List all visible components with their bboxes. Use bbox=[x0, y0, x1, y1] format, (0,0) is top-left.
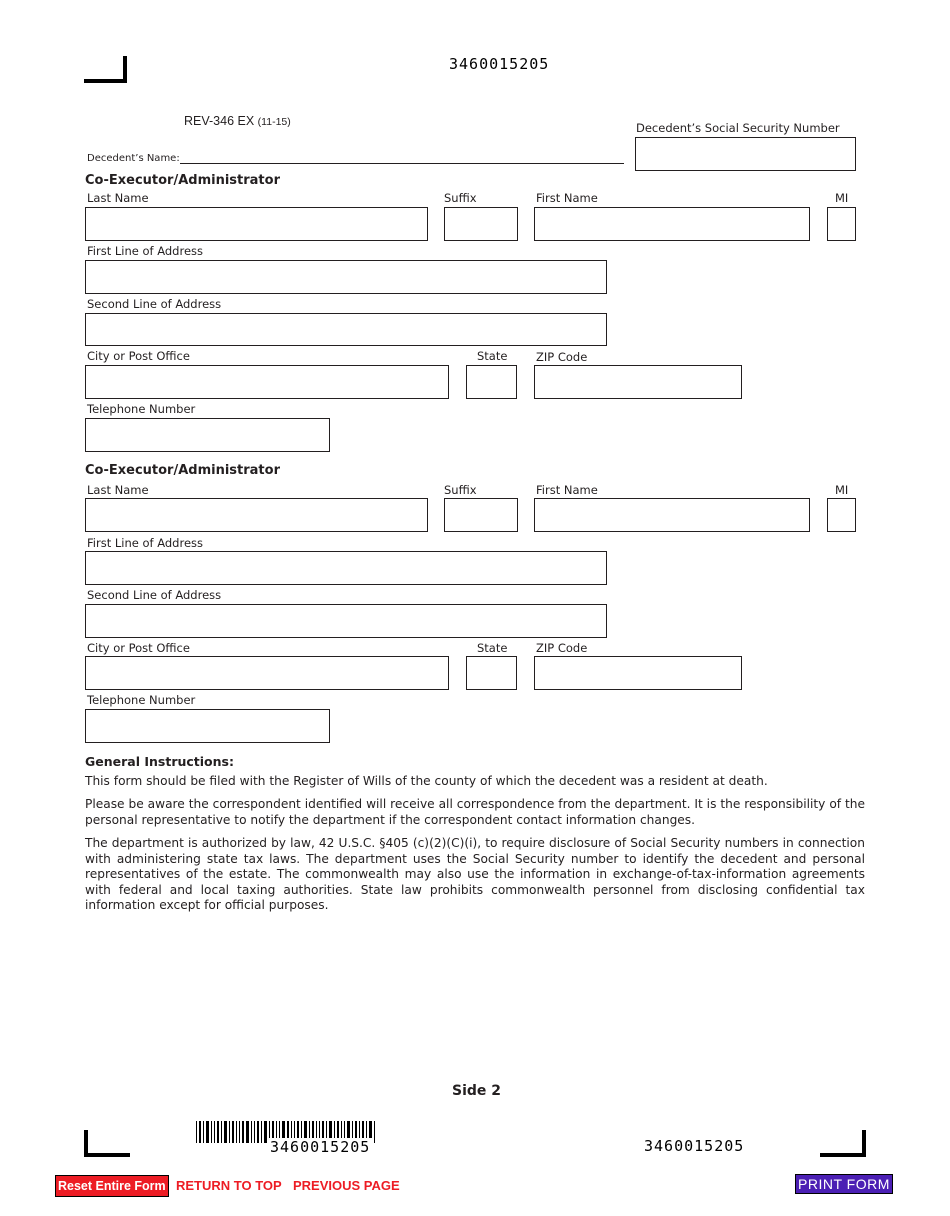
first-name-field-1[interactable] bbox=[534, 207, 810, 241]
label-zip-1: ZIP Code bbox=[536, 350, 588, 364]
form-id-code: REV-346 EX bbox=[184, 114, 255, 128]
registration-mark-bottom-left bbox=[84, 1130, 130, 1157]
address1-field-1[interactable] bbox=[85, 260, 607, 294]
registration-mark-top-left bbox=[84, 56, 127, 83]
decedent-name-label: Decedent’s Name: bbox=[87, 153, 180, 164]
label-city-1: City or Post Office bbox=[87, 349, 190, 363]
suffix-field-2[interactable] bbox=[444, 498, 518, 532]
state-field-1[interactable] bbox=[466, 365, 517, 399]
label-zip-2: ZIP Code bbox=[536, 641, 588, 655]
zip-field-2[interactable] bbox=[534, 656, 742, 690]
label-phone-1: Telephone Number bbox=[87, 402, 196, 416]
label-address1-2: First Line of Address bbox=[87, 536, 204, 550]
zip-field-1[interactable] bbox=[534, 365, 742, 399]
return-to-top-link[interactable]: RETURN TO TOP bbox=[176, 1178, 282, 1193]
label-address2-2: Second Line of Address bbox=[87, 588, 222, 602]
state-field-2[interactable] bbox=[466, 656, 517, 690]
label-mi-2: MI bbox=[835, 483, 849, 497]
form-id bbox=[184, 114, 291, 128]
barcode-number: 3460015205 bbox=[270, 1138, 371, 1156]
document-number-top: 3460015205 bbox=[449, 55, 550, 73]
suffix-field-1[interactable] bbox=[444, 207, 518, 241]
last-name-field-1[interactable] bbox=[85, 207, 428, 241]
registration-mark-bottom-right bbox=[820, 1130, 866, 1157]
label-first-name-2: First Name bbox=[536, 483, 598, 497]
label-suffix-2: Suffix bbox=[444, 483, 477, 497]
label-suffix-1: Suffix bbox=[444, 191, 477, 205]
address2-field-2[interactable] bbox=[85, 604, 607, 638]
label-mi-1: MI bbox=[835, 191, 849, 205]
label-state-1: State bbox=[477, 349, 508, 363]
side-label: Side 2 bbox=[452, 1083, 502, 1099]
city-field-1[interactable] bbox=[85, 365, 449, 399]
instructions-paragraph-1: This form should be filed with the Register of Wills of the county of which the decedent was a resident at death. bbox=[85, 774, 768, 788]
instructions-paragraph-2: Please be aware the correspondent identified will receive all correspondence from the department. It is the responsibility of the personal representative to notify the department if the correspondent contact information changes. bbox=[85, 797, 865, 827]
city-field-2[interactable] bbox=[85, 656, 449, 690]
previous-page-link[interactable]: PREVIOUS PAGE bbox=[293, 1178, 400, 1193]
mi-field-2[interactable] bbox=[827, 498, 856, 532]
label-first-name-1: First Name bbox=[536, 191, 598, 205]
form-revision: (11-15) bbox=[257, 116, 291, 128]
label-address2-1: Second Line of Address bbox=[87, 297, 222, 311]
reset-entire-form-button[interactable]: Reset Entire Form bbox=[55, 1175, 169, 1197]
section-title-co-executor-1: Co-Executor/Administrator bbox=[85, 173, 280, 188]
label-state-2: State bbox=[477, 641, 508, 655]
section-title-co-executor-2: Co-Executor/Administrator bbox=[85, 463, 280, 478]
address2-field-1[interactable] bbox=[85, 313, 607, 346]
last-name-field-2[interactable] bbox=[85, 498, 428, 532]
print-form-button[interactable]: PRINT FORM bbox=[795, 1174, 893, 1194]
label-last-name-2: Last Name bbox=[87, 483, 149, 497]
document-number-bottom: 3460015205 bbox=[644, 1137, 745, 1155]
decedent-name-field[interactable] bbox=[180, 163, 624, 164]
phone-field-2[interactable] bbox=[85, 709, 330, 743]
decedent-ssn-label: Decedent’s Social Security Number bbox=[636, 121, 840, 135]
mi-field-1[interactable] bbox=[827, 207, 856, 241]
decedent-ssn-field[interactable] bbox=[635, 137, 856, 171]
phone-field-1[interactable] bbox=[85, 418, 330, 452]
label-city-2: City or Post Office bbox=[87, 641, 190, 655]
label-phone-2: Telephone Number bbox=[87, 693, 196, 707]
instructions-paragraph-3: The department is authorized by law, 42 U.S.C. §405 (c)(2)(C)(i), to require disclosure of Social Security numbers in connection with administering state tax laws. The department uses the Social Security number to identify the decedent and personal representatives of the estate. The commonwealth may also use the information in exchange-of-tax-information agreements with federal and local taxing authorities. State law prohibits commonwealth personnel from disclosing confidential tax information except for official purposes. bbox=[85, 836, 865, 913]
label-last-name-1: Last Name bbox=[87, 191, 149, 205]
first-name-field-2[interactable] bbox=[534, 498, 810, 532]
label-address1-1: First Line of Address bbox=[87, 244, 204, 258]
instructions-title: General Instructions: bbox=[85, 754, 234, 769]
address1-field-2[interactable] bbox=[85, 551, 607, 585]
